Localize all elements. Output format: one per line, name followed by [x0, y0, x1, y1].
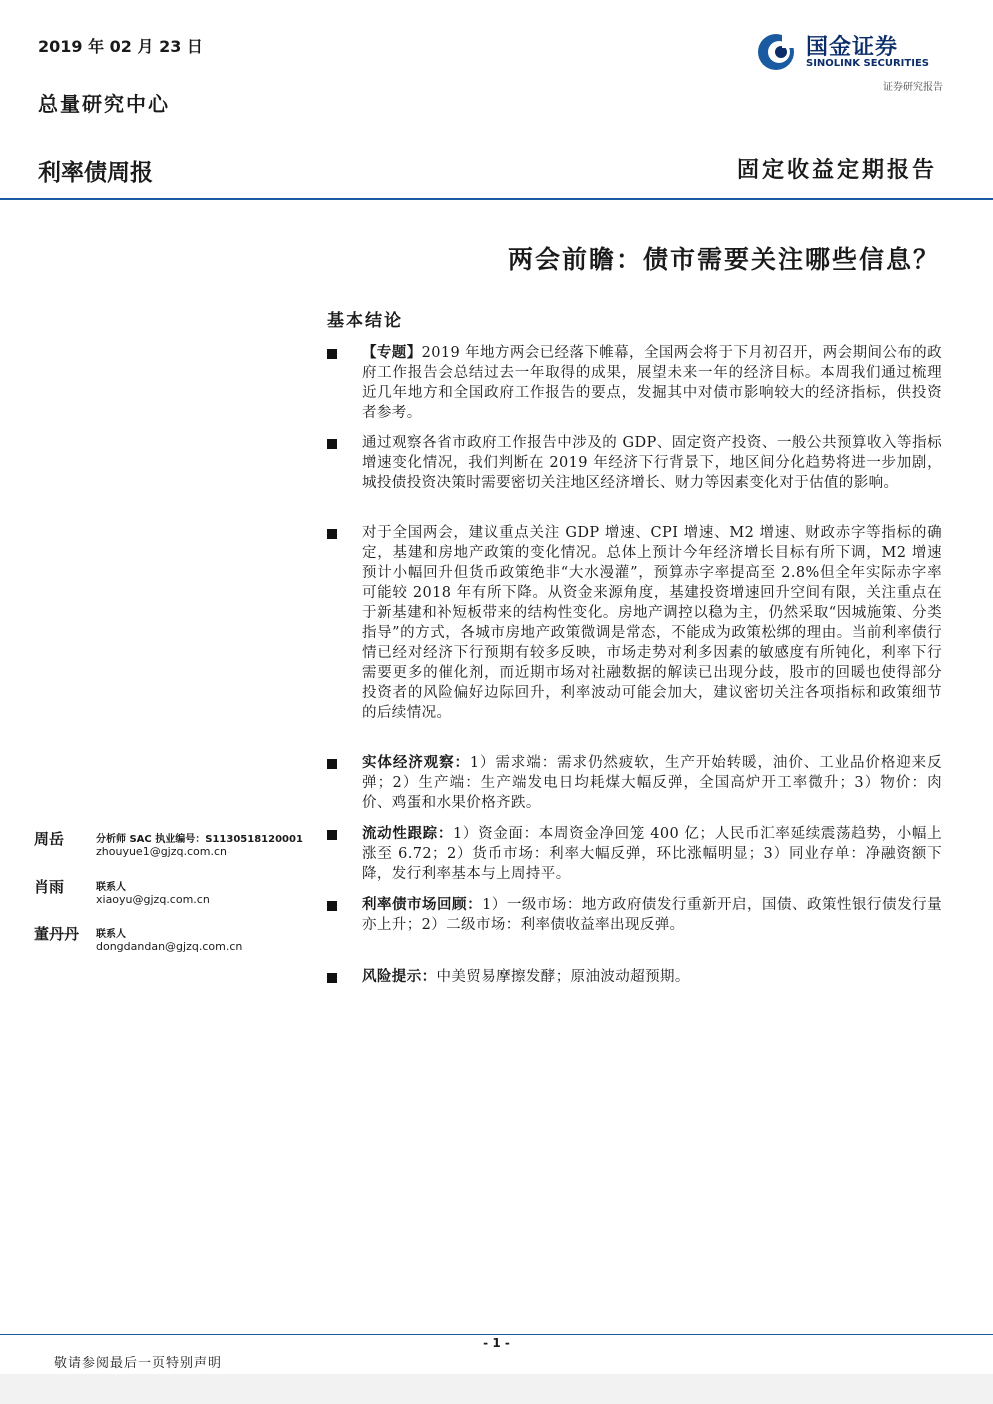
conclusion-text	[362, 343, 942, 423]
conclusion-label: 风险提示：	[362, 968, 437, 985]
conclusion-body: 通过观察各省市政府工作报告中涉及的 GDP、固定资产投资、一般公共预算收入等指标增速变化情况，我们判断在 2019 年经济下行背景下，地区间分化趋势将进一步加剧，城投债投资决策时需要密切关注地区经济增长、财力等因素变化对于估值的影响。	[362, 435, 942, 491]
analyst-email[interactable]: dongdandan@gjzq.com.cn	[96, 940, 243, 953]
bullet-square-icon	[327, 830, 337, 840]
bullet-square-icon	[327, 439, 337, 449]
header-divider	[0, 198, 993, 200]
analyst-name: 肖雨	[34, 878, 65, 896]
footer-divider	[0, 1334, 993, 1335]
conclusion-text	[362, 433, 942, 493]
footer-disclaimer: 敬请参阅最后一页特别声明	[54, 1356, 223, 1371]
conclusion-label: 流动性跟踪：	[362, 825, 454, 842]
conclusion-text	[362, 824, 942, 884]
conclusion-label: 实体经济观察：	[362, 754, 470, 771]
logo-name-cn: 国金证券	[806, 35, 899, 60]
conclusion-body: 1）一级市场：地方政府债发行重新开启，国债、政策性银行债发行量亦上升；2）二级市场：利率债收益率出现反弹。	[362, 897, 942, 933]
analyst-role: 分析师 SAC 执业编号：S1130518120001	[96, 834, 303, 845]
conclusion-text	[362, 753, 942, 813]
conclusion-body: 1）资金面：本周资金净回笼 400 亿；人民币汇率延续震荡趋势，小幅上涨至 6.72；2）货币市场：利率大幅反弹，环比涨幅明显；3）同业存单：净融资额下降，发行利率基本与上周持平。	[362, 826, 943, 882]
analyst-role: 联系人	[96, 882, 126, 893]
conclusion-body: 中美贸易摩擦发酵；原油波动超预期。	[436, 969, 690, 985]
analyst-email[interactable]: xiaoyu@gjzq.com.cn	[96, 893, 210, 906]
page-number: - 1 -	[483, 1336, 510, 1350]
report-type: 利率债周报	[38, 160, 153, 186]
sinolink-logo-icon	[756, 32, 796, 72]
bullet-square-icon	[327, 529, 337, 539]
conclusion-body: 2019 年地方两会已经落下帷幕，全国两会将于下月初召开，两会期间公布的政府工作报告会总结过去一年取得的成果，展望未来一年的经济目标。本周我们通过梳理近几年地方和全国政府工作报告的要点，发掘其中对债市影响较大的经济指标，供投资者参考。	[362, 345, 942, 421]
bullet-square-icon	[327, 349, 337, 359]
bullet-square-icon	[327, 759, 337, 769]
report-category: 固定收益定期报告	[736, 157, 937, 183]
conclusion-label: 利率债市场回顾：	[362, 896, 483, 913]
bullet-square-icon	[327, 973, 337, 983]
conclusion-label: 【专题】	[362, 344, 422, 361]
logo-name-en: SINOLINK SECURITIES	[806, 58, 929, 69]
analyst-name: 周岳	[34, 830, 65, 848]
report-title: 两会前瞻：债市需要关注哪些信息？	[507, 245, 940, 274]
bullet-square-icon	[327, 901, 337, 911]
conclusion-body: 对于全国两会，建议重点关注 GDP 增速、CPI 增速、M2 增速、财政赤字等指标的确定，基建和房地产政策的变化情况。总体上预计今年经济增长目标有所下调，M2 增速预计小幅回升但货币政策绝非“大水漫灌”，预算赤字率提高至 2.8%但全年实际赤字率可能较 2018 年有所下降。从资金来源角度，基建投资增速回升空间有限，关注重点在于新基建和补短板带来的结构性变化。房地产调控以稳为主，仍然采取“因城施策、分类指导”的方式，各城市房地产政策微调是常态，不能成为政策松绑的理由。当前利率债行情已经对经济下行预期有较多反映，市场走势对利多因素的敏感度有所钝化，利率下行需要更多的催化剂，而近期市场对社融数据的解读已出现分歧，股市的回暖也使得部分投资者的风险偏好边际回升，利率波动可能会加大，建议密切关注各项指标和政策细节的后续情况。	[362, 525, 942, 721]
analyst-email[interactable]: zhouyue1@gjzq.com.cn	[96, 845, 227, 858]
conclusion-text	[362, 967, 942, 987]
bottom-band	[0, 1374, 993, 1404]
analyst-role: 联系人	[96, 929, 126, 940]
section-heading: 基本结论	[327, 311, 403, 331]
conclusion-text	[362, 523, 942, 723]
research-center: 总量研究中心	[38, 92, 170, 116]
conclusion-body: 1）需求端：需求仍然疲软，生产开始转暖，油价、工业品价格迎来反弹；2）生产端：生产端发电日均耗煤大幅反弹，全国高炉开工率微升；3）物价：肉价、鸡蛋和水果价格齐跌。	[362, 755, 942, 811]
company-logo	[756, 28, 946, 78]
report-date: 2019 年 02 月 23 日	[38, 37, 203, 56]
analyst-name: 董丹丹	[34, 925, 80, 943]
logo-subtitle: 证券研究报告	[883, 82, 943, 93]
conclusion-text	[362, 895, 942, 935]
